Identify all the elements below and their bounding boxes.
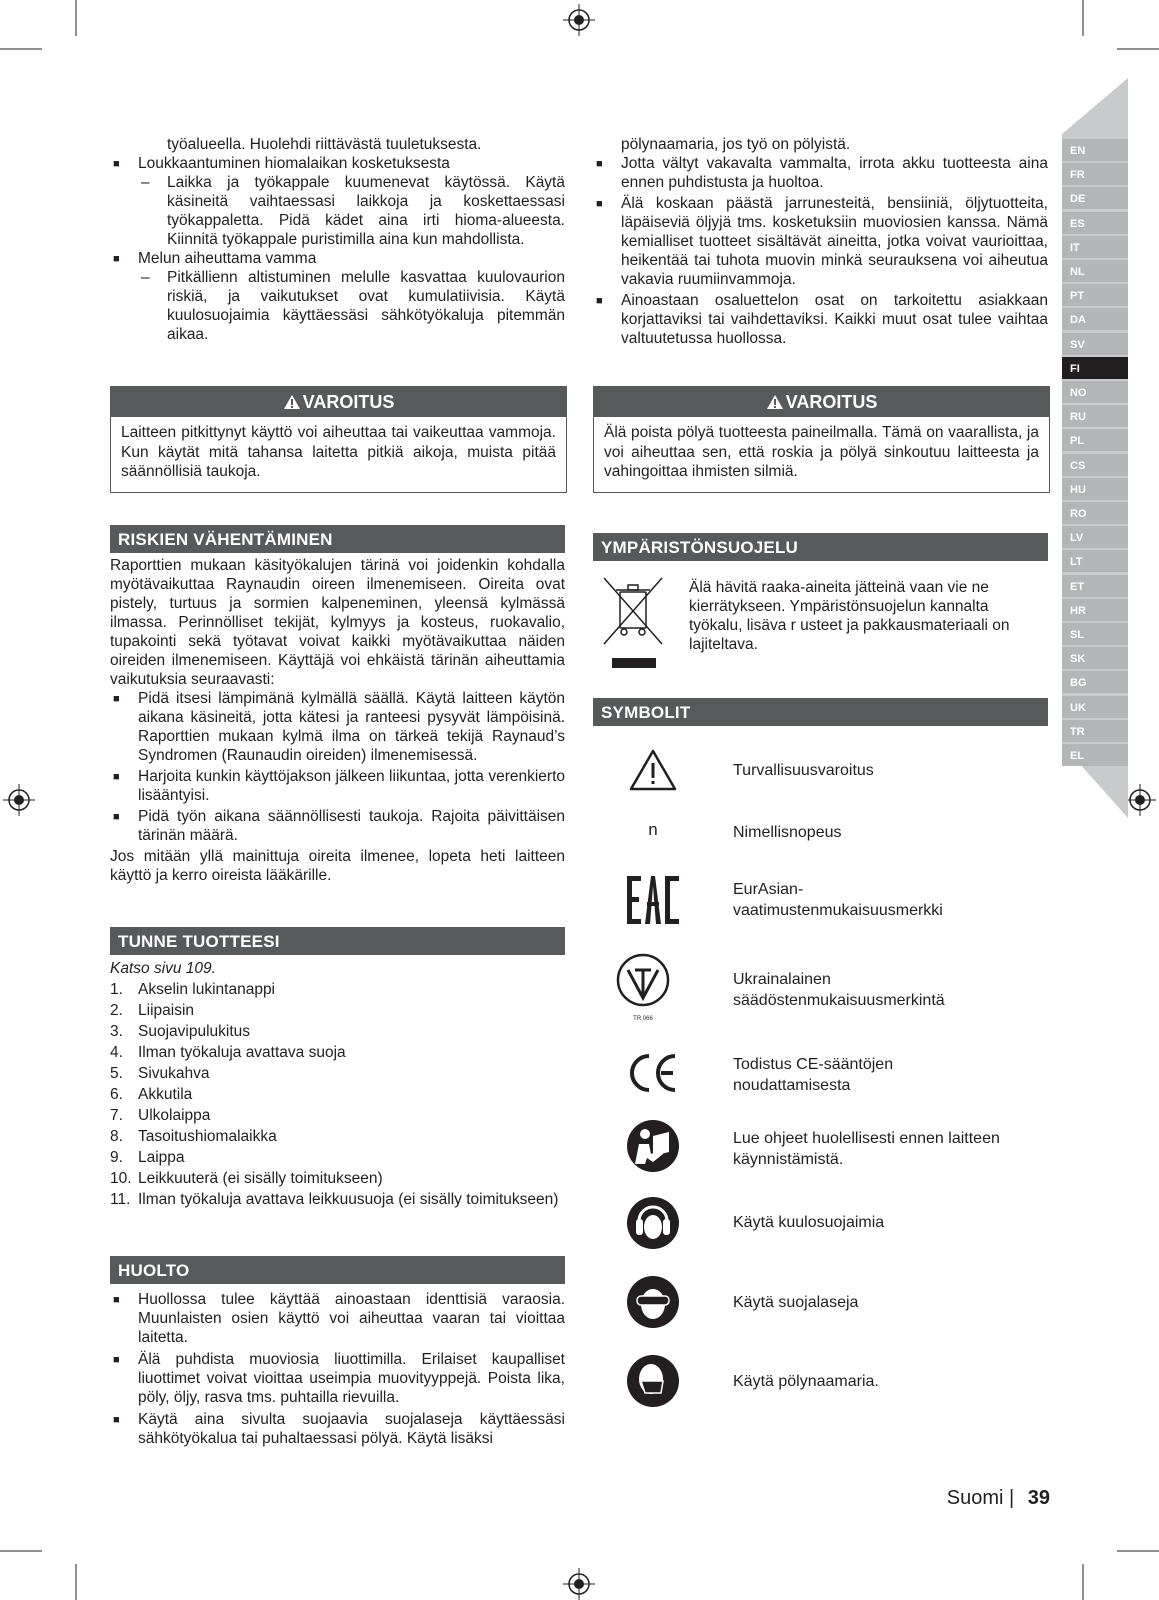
list-item: 1. Akselin lukintanappi	[110, 981, 276, 998]
symbol-label: Todistus CE-sääntöjen noudattamisesta	[733, 1056, 894, 1094]
list-item: ■ Käytä aina sivulta suojaavia suojalaseja käyttäessäsi sähkötyökalua tai puhaltaessasi pölyä. Käytä lisäksi	[113, 1411, 565, 1447]
warning-triangle-icon	[623, 745, 683, 805]
language-tab-pl[interactable]: PL	[1062, 429, 1128, 451]
language-tab-lt[interactable]: LT	[1062, 550, 1128, 572]
language-tab-da[interactable]: DA	[1062, 308, 1128, 330]
list-item: ■ Jotta vältyt vakavalta vammalta, irrota akku tuotteesta aina ennen puhdistusta ja huoltoa.	[596, 155, 1048, 191]
language-tab-sk[interactable]: SK	[1062, 647, 1128, 669]
language-tab-ru[interactable]: RU	[1062, 405, 1128, 427]
symbol-label: Käytä kuulosuojaimia	[733, 1214, 885, 1231]
list-item: 2. Liipaisin	[110, 1002, 195, 1019]
list-item: ■ Huollossa tulee käyttää ainoastaan identtisiä varaosia. Muunlaisten osien käyttö voi aiheuttaa vaaran tai vioittaa laitetta.	[113, 1291, 565, 1346]
symbol-row	[593, 1274, 1053, 1334]
list-item: ■ Loukkaantuminen hiomalaikan kosketuksesta	[113, 155, 450, 172]
list-item: 6. Akkutila	[110, 1086, 193, 1103]
warning-icon	[766, 394, 784, 410]
dust-mask-icon	[623, 1353, 683, 1413]
language-tab-fr[interactable]: FR	[1062, 163, 1128, 185]
language-tab-sv[interactable]: SV	[1062, 333, 1128, 355]
symbol-row	[593, 950, 1053, 1030]
language-tab-pt[interactable]: PT	[1062, 284, 1128, 306]
language-tab-ro[interactable]: RO	[1062, 502, 1128, 524]
section-title: SYMBOLIT	[593, 698, 1048, 726]
risk-section	[110, 556, 565, 885]
parts-list	[110, 979, 565, 1189]
know-section	[110, 958, 565, 1210]
language-tab-hu[interactable]: HU	[1062, 478, 1128, 500]
section-title: RISKIEN VÄHENTÄMINEN	[110, 525, 565, 553]
safety-glasses-icon	[623, 1274, 683, 1334]
section-title: YMPÄRISTÖNSUOJELU	[593, 533, 1048, 561]
page-reference: Katso sivu 109.	[110, 960, 216, 977]
symbol-row	[593, 1353, 1053, 1413]
list-item: 7. Ulkolaippa	[110, 1107, 211, 1124]
language-tab-it[interactable]: IT	[1062, 236, 1128, 258]
weee-crossed-bin-icon	[600, 574, 668, 674]
symbol-label: Käytä suojalaseja	[733, 1294, 859, 1311]
list-item: ■ Älä puhdista muoviosia liuottimilla. Erilaiset kaupalliset liuottimet voivat vioittaa useimpia muovityyppejä. Poista lika, pöly, öljy, rasva tms. puhtailla rievuilla.	[113, 1351, 565, 1406]
list-item: ■ Älä koskaan päästä jarrunesteitä, bensiiniä, öljytuotteita, läpäiseviä öljyjä tms. kosketuksiin muoviosien kanssa. Nämä kemialliset tuotteet sisältävät aineitta, jotka voivat vaurioittaa, heikentää tai tuhota muovin minkä seurauksena voi aiheutua vakavia ruumiinvammoja.	[596, 195, 1048, 288]
list-item: 9. Laippa	[110, 1149, 185, 1166]
list-item: 5. Sivukahva	[110, 1065, 210, 1082]
warning-header: VAROITUS	[594, 387, 1049, 417]
language-tab-tr[interactable]: TR	[1062, 720, 1128, 742]
warning-header: VAROITUS	[111, 387, 566, 417]
list-item: ■ Pidä työn aikana säännöllisesti taukoja. Rajoita päivittäisen tärinän määrä.	[113, 808, 565, 844]
language-tab-sl[interactable]: SL	[1062, 623, 1128, 645]
language-tab-lv[interactable]: LV	[1062, 526, 1128, 548]
warning-text: Älä poista pölyä tuotteesta paineilmalla. Tämä on vaarallista, ja voi aiheuttaa sen, että roskia ja pölyä sinkoutuu laitteesta ja vahingoittaa ihmisten silmiä.	[604, 424, 1039, 480]
list-item: ■ Harjoita kunkin käyttöjakson jälkeen liikuntaa, jotta verenkierto lisääntyisi.	[113, 768, 565, 804]
environment-text: Älä hävitä raaka-aineita jätteinä vaan vie ne kierrätykseen. Ympäristönsuojelun kannalta työkalu, lisäva r usteet ja pakkausmateriaali on lajiteltava.	[689, 579, 1010, 653]
language-tab-cs[interactable]: CS	[1062, 454, 1128, 476]
ear-protection-icon	[623, 1195, 683, 1255]
symbol-row	[593, 1195, 1053, 1255]
warning-icon	[283, 394, 301, 410]
left-column	[110, 135, 565, 344]
language-tab-fi[interactable]: FI	[1062, 357, 1128, 379]
paragraph: pölynaamaria, jos työ on pölyistä.	[621, 136, 851, 153]
registration-mark-icon	[563, 4, 595, 36]
language-tab-et[interactable]: ET	[1062, 575, 1128, 597]
symbol-row	[593, 815, 1053, 855]
warning-box	[110, 386, 567, 493]
symbol-label: Lue ohjeet huolellisesti ennen laitteen käynnistämistä.	[733, 1130, 1000, 1168]
warning-text: Laitteen pitkittynyt käyttö voi aiheuttaa tai vaikeuttaa vammoja. Kun käytät mitä tahansa laitetta pitkiä aikoja, muista pitää säännöllisiä taukoja.	[121, 424, 556, 480]
maintenance-section	[110, 1290, 565, 1448]
list-item: ■ Pidä itsesi lämpimänä kylmällä säällä. Käytä laitteen käytön aikana käsineitä, jotta kätesi ja ranteesi pysyvät lämpöisinä. Raporttien mukaan kylmä ilma on tärkeä tekijä Raynaud’s Syndromen (Raunaudin oireiden) ilmenemisessä.	[113, 690, 565, 764]
list-item: 3. Suojavipulukitus	[110, 1023, 251, 1040]
list-item: 4. Ilman työkaluja avattava suoja	[110, 1044, 346, 1061]
list-item: ■ Ainoastaan osaluettelon osat on tarkoitettu asiakkaan korjattaviksi tai vaihdettaviksi. Kaikki muut osat tulee vaihtaa valtuutetussa huollossa.	[596, 292, 1048, 347]
section-title: HUOLTO	[110, 1256, 565, 1284]
registration-mark-icon	[3, 784, 35, 816]
paragraph: työalueella. Huolehdi riittävästä tuuletuksesta.	[167, 136, 482, 153]
language-tab-en[interactable]: EN	[1062, 139, 1128, 161]
eac-mark-icon	[623, 872, 683, 932]
ce-mark-icon	[623, 1048, 683, 1108]
language-tab-bg[interactable]: BG	[1062, 671, 1128, 693]
footer-language: Suomi |	[946, 1487, 1015, 1509]
list-item: 10. Leikkuuterä (ei sisälly toimitukseen)	[110, 1170, 383, 1187]
paragraph: Raporttien mukaan käsityökalujen tärinä voi joidenkin kohdalla myötävaikuttaa Raynaudin oireen ilmenemiseen. Oireita ovat pistely, turtuus ja sormien kalpeneminen, yleensä kylmässä ilmassa. Perinnölliset tekijät, kylmyys ja kosteus, ruokavalio, tupakointi sekä työtavat voivat kaikki myötävaikuttaa näiden oireiden ilmenemiseen. Käyttäjä voi ehkäistä tärinän aiheuttamia vaikutuksia seuraavasti:	[110, 557, 565, 688]
language-tab-nl[interactable]: NL	[1062, 260, 1128, 282]
language-tab-hr[interactable]: HR	[1062, 599, 1128, 621]
language-tab-es[interactable]: ES	[1062, 212, 1128, 234]
registration-mark-icon	[563, 1568, 595, 1600]
registration-mark-icon	[1124, 784, 1156, 816]
language-tab-de[interactable]: DE	[1062, 187, 1128, 209]
symbol-label: Nimellisnopeus	[733, 824, 842, 841]
warning-box	[593, 386, 1050, 493]
page-number: 39	[1027, 1487, 1050, 1509]
list-item: 11. Ilman työkaluja avattava leikkuusuoja (ei sisälly toimitukseen)	[110, 1191, 559, 1208]
page-footer	[880, 1486, 1050, 1510]
paragraph: Jos mitään yllä mainittuja oireita ilmenee, lopeta heti laitteen käyttö ja kerro oireista lääkärille.	[110, 848, 565, 884]
language-tab-el[interactable]: EL	[1062, 744, 1128, 766]
language-tab-uk[interactable]: UK	[1062, 696, 1128, 718]
read-manual-icon	[623, 1118, 683, 1178]
symbol-row	[593, 745, 1053, 805]
symbol-label: Turvallisuusvaroitus	[733, 762, 874, 779]
symbol-label: EurAsian- vaatimustenmukaisuusmerkki	[733, 881, 943, 919]
list-item: 8. Tasoitushiomalaikka	[110, 1128, 277, 1145]
list-item: ■ Melun aiheuttama vamma	[113, 250, 317, 267]
symbol-row	[593, 1048, 1053, 1108]
symbol-row	[593, 870, 1053, 930]
symbol-row	[593, 1118, 1053, 1178]
rated-speed-icon: n	[648, 820, 658, 839]
section-title: TUNNE TUOTTEESI	[110, 927, 565, 955]
right-column	[593, 135, 1048, 348]
ukrainian-conformity-mark-icon	[613, 950, 673, 1010]
symbol-label: Käytä pölynaamaria.	[733, 1373, 879, 1390]
list-item: – Pitkällienn altistuminen melulle kasvattaa kuulovaurion riskiä, ja vaikutukset ovat kumulatiivisia. Käytä kuulosuojaimia käyttäessäsi sähkötyökaluja pitemmän aikaa.	[141, 269, 565, 343]
symbol-label: Ukrainalainen säädöstenmukaisuusmerkintä	[733, 971, 945, 1009]
list-item: – Laikka ja työkappale kuumenevat käytössä. Käytä käsineitä vaihtaessasi laikkoja ja koskettaessasi työkappaletta. Pidä kädet aina irti hioma-alueesta. Kiinnitä työkappale puristimilla aina kun mahdollista.	[141, 174, 565, 248]
symbol-sublabel: TR 066	[633, 1016, 653, 1022]
language-tab-no[interactable]: NO	[1062, 381, 1128, 403]
